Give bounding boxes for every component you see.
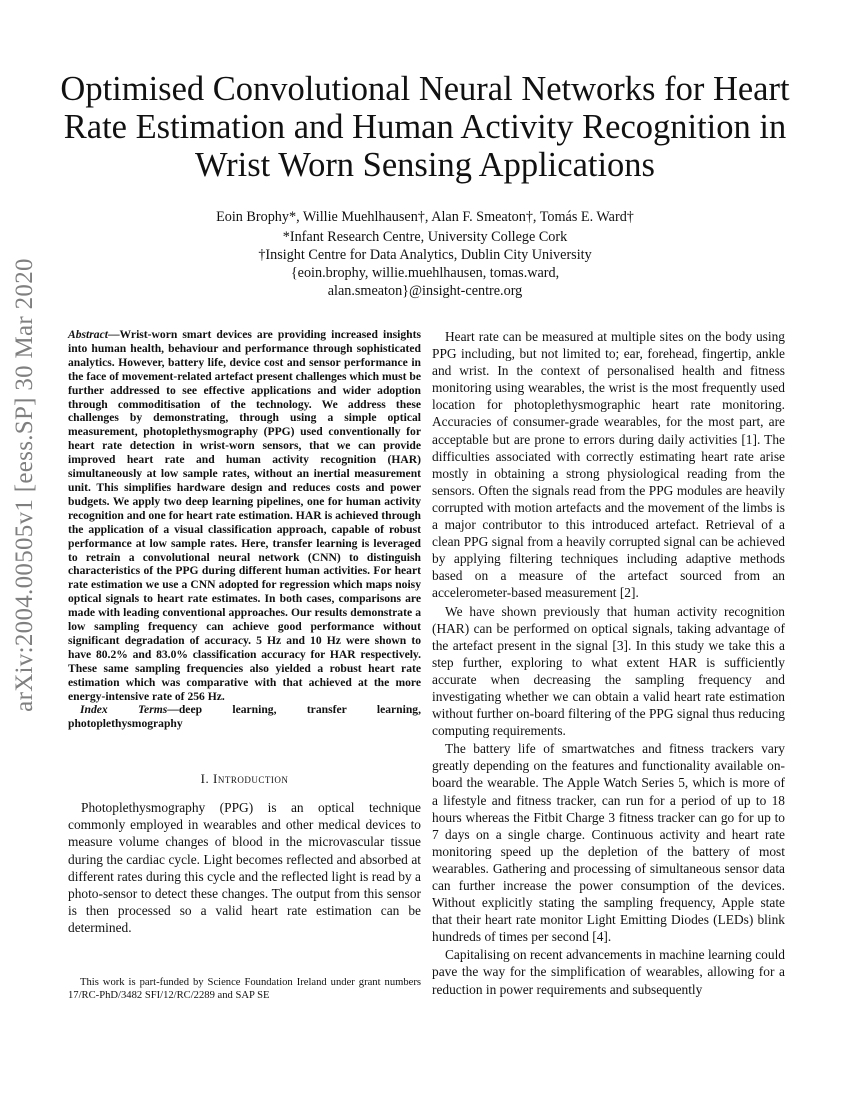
arxiv-id: arXiv:2004.00505v1 [eess.SP] 30 Mar 2020: [11, 258, 39, 712]
section-number: I.: [200, 771, 213, 787]
section-title: Introduction: [213, 771, 289, 787]
abstract-label: Abstract: [68, 328, 108, 341]
right-column: [432, 328, 785, 998]
body-paragraph-3: The battery life of smartwatches and fitness trackers vary greatly depending on the features and functionality available on-board the wearable. The Apple Watch Series 5, which is more of a lifestyle and fitness tracker, can run for a period of up to 18 hours whereas the Fitbit Charge 3 fitness tracker can go for up to 7 days on a single charge. Continuous activity and heart rate monitoring speed up the depletion of the battery of most wearables. Gathering and processing of simultaneous sensor data can further increase the power consumption of the devices. Without explicitly stating the sampling frequency, Apple state that their heart rate monitor Light Emitting Diodes (LEDs) blink hundreds of times per second [4].: [432, 741, 785, 945]
funding-footnote: This work is part-funded by Science Foundation Ireland under grant numbers 17/RC-PhD/3482 SFI/12/RC/2289 and SAP SE: [68, 977, 421, 1001]
abstract: [68, 328, 421, 703]
affiliation-2: †Insight Centre for Data Analytics, Dublin City University: [258, 247, 592, 263]
body-paragraph-1: Heart rate can be measured at multiple sites on the body using PPG including, but not limited to; ear, forehead, fingertip, ankle and wrist. In the context of personalised health and fitness monitoring using wearables, the wrist is the most frequently used location for photoplethysmographic heart rate monitoring. Accuracies of consumer-grade wearables, for the most part, are acceptable but are prone to errors during daily activities [1]. The difficulties associated with correctly estimating heart rate arise mostly in obtaining a strong physiological reading from the sensors. Often the signals read from the PPG modules are heavily corrupted with motion artefacts and the movement of the limbs is a major contributor to this introduced artefact. Retrieval of a clean PPG signal from a heavily corrupted signal can be achieved by applying filtering techniques including adaptive methods based on a measure of the artefact sourced from an accelerometer-based measurement [2].: [432, 329, 785, 601]
left-column: [68, 328, 421, 936]
body-paragraph-4: Capitalising on recent advancements in machine learning could pave the way for the simplification of wearables, allowing for a reduction in power requirements and subsequently: [432, 947, 785, 997]
arxiv-stamp: [4, 258, 46, 712]
paper-title: Optimised Convolutional Neural Networks for Heart Rate Estimation and Human Activity Recognition in Wrist Worn Sensing Applications: [60, 70, 790, 184]
affiliation-1: *Infant Research Centre, University College Cork: [282, 229, 568, 245]
intro-paragraph-1: Photoplethysmography (PPG) is an optical technique commonly employed in wearables and other medical devices to measure volume changes of blood in the microvascular tissue during the cardiac cycle. Light becomes reflected and absorbed at different rates during this cycle and the reflected light is read by a photo-sensor to detect these changes. The output from this sensor is then processed so a valid heart rate estimation can be determined.: [68, 800, 421, 935]
author-emails-2: alan.smeaton}@insight-centre.org: [327, 283, 523, 299]
body-paragraph-2: We have shown previously that human activity recognition (HAR) can be performed on optical signals, taking advantage of the artefact present in the signal [3]. In this study we take this a step further, exploring to what extent HAR is sufficiently accurate when decreasing the sampling frequency and investigating whether we can obtain a valid heart rate estimation without further on-board filtering of the PPG signal thus reducing computing requirements.: [432, 603, 785, 739]
section-heading-introduction: [68, 771, 421, 787]
author-names: Eoin Brophy*, Willie Muehlhausen†, Alan F. Smeaton†, Tomás E. Ward†: [216, 209, 634, 225]
index-terms-label: Index Terms: [80, 703, 168, 717]
author-block: [100, 208, 750, 300]
abstract-text: —Wrist-worn smart devices are providing increased insights into human health, behaviour and performance through sophisticated analytics. However, battery life, device cost and sensor performance in the face of movement-related artefact present challenges which must be further addressed to see effective applications and wider adoption through commoditisation of the technology. We address these challenges by demonstrating, through using a simple optical measurement, photoplethysmography (PPG) used conventionally for heart rate detection in wrist-worn sensors, that we can provide improved heart rate and human activity recognition (HAR) simultaneously at low sample rates, without an inertial measurement unit. This simplifies hardware design and reduces costs and power budgets. We apply two deep learning pipelines, one for human activity recognition and one for heart rate estimation. HAR is achieved through the application of a visual classification approach, capable of robust performance at low sample rates. Here, transfer learning is leveraged to retrain a convolutional neural network (CNN) to distinguish characteristics of the PPG during different human activities. For heart rate estimation we use a CNN adopted for regression which maps noisy optical signals to heart rate estimates. In both cases, comparisons are made with leading conventional approaches. Our results demonstrate a low sampling frequency can achieve good performance without significant degradation of accuracy. 5 Hz and 10 Hz were shown to have 80.2% and 83.0% classification accuracy for HAR respectively. These same sampling frequencies also yielded a robust heart rate estimation which was comparative with that achieved at the more energy-intensive rate of 256 Hz.: [68, 328, 421, 703]
index-terms: [68, 703, 421, 731]
index-terms-text: —deep learning, transfer learning, photoplethysmography: [68, 703, 421, 731]
author-emails-1: {eoin.brophy, willie.muehlhausen, tomas.ward,: [290, 265, 560, 281]
